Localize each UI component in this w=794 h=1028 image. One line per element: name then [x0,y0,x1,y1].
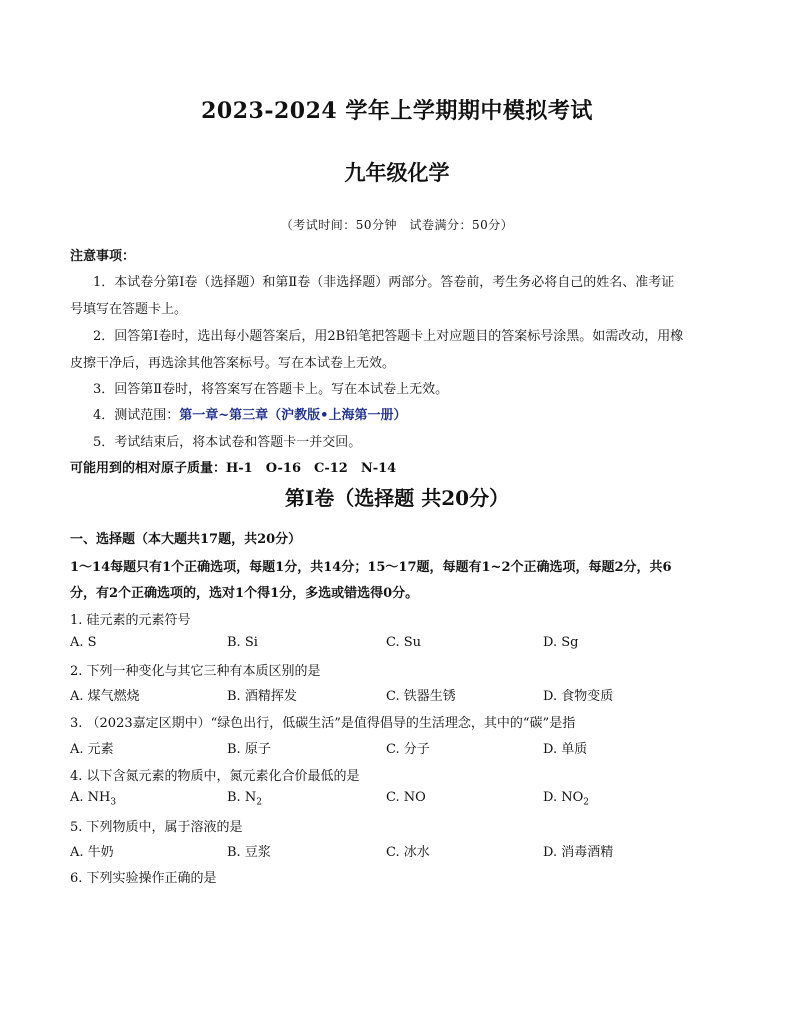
notice-item-1-line-1: 1．本试卷分第Ⅰ卷（选择题）和第Ⅱ卷（非选择题）两部分。答卷前，考生务必将自己的姓名、准考证 [93,275,675,290]
option-a-subscript: 3 [110,797,117,808]
part-heading: 一、选择题（本大题共17题，共20分） [70,532,302,547]
notice-item-3: 3．回答第Ⅱ卷时，将答案写在答题卡上。写在本试卷上无效。 [93,382,449,397]
question-3-option-c: C. 分子 [386,742,430,757]
question-1-option-b: B. Si [227,635,258,650]
question-5-option-c: C. 冰水 [386,845,430,860]
question-1-option-a: A. S [70,635,97,650]
exam-info: （考试时间：50分钟 试卷满分：50分） [280,218,514,232]
question-2-option-b: B. 酒精挥发 [227,689,297,704]
instructions-line-1: 1～14每题只有1个正确选项，每题1分，共14分；15～17题，每题有1~2个正确选项，每题2分，共6 [70,560,672,575]
notice-heading: 注意事项： [70,249,136,264]
question-1-option-c: C. Su [386,635,422,650]
instructions-line-2: 分，有2个正确选项的，选对1个得1分，多选或错选得0分。 [70,586,419,601]
option-d-formula: D. NO [543,790,584,805]
question-3-option-a: A. 元素 [70,742,114,757]
question-3-stem: 3. （2023嘉定区期中）“绿色出行，低碳生活”是值得倡导的生活理念，其中的“碳”是指 [70,716,576,731]
question-3-option-d: D. 单质 [543,742,588,757]
notice-item-2-line-1: 2．回答第Ⅰ卷时，选出每小题答案后，用2B铅笔把答题卡上对应题目的答案标号涂黑。如需改动，用橡 [93,329,684,344]
test-scope: 第一章~第三章（沪教版•上海第一册） [179,408,407,423]
notice-item-2-line-2: 皮擦干净后，再选涂其他答案标号。写在本试卷上无效。 [70,356,396,371]
exam-subject: 九年级化学 [344,160,450,185]
question-6-stem: 6. 下列实验操作正确的是 [70,871,217,886]
question-5-option-b: B. 豆浆 [227,845,271,860]
question-2-option-c: C. 铁器生锈 [386,689,456,704]
notice-item-4 [93,404,406,423]
notice-item-4-prefix: 4．测试范围： [93,408,180,423]
option-a-formula: A. NH [70,790,111,805]
question-1-stem: 1. 硅元素的元素符号 [70,613,191,628]
question-4-option-a [70,790,116,808]
question-2-option-d: D. 食物变质 [543,689,614,704]
question-2-stem: 2. 下列一种变化与其它三种有本质区别的是 [70,664,321,679]
question-2-option-a: A. 煤气燃烧 [70,689,140,704]
question-5-stem: 5. 下列物质中，属于溶液的是 [70,820,243,835]
question-4-stem: 4. 以下含氮元素的物质中，氮元素化合价最低的是 [70,769,360,784]
section-title: 第Ⅰ卷（选择题 共20分） [284,486,510,510]
option-c-formula: C. NO [386,790,426,805]
question-4-option-d [543,790,589,808]
option-b-subscript: 2 [256,797,262,808]
option-d-subscript: 2 [583,797,589,808]
question-1-option-d: D. Sg [543,635,579,650]
notice-item-1-line-2: 号填写在答题卡上。 [70,302,188,317]
question-5-option-d: D. 消毒酒精 [543,845,614,860]
question-4-option-c [386,790,426,805]
exam-title: 2023-2024 学年上学期期中模拟考试 [201,98,593,124]
option-b-formula: B. N [227,790,257,805]
question-4-option-b [227,790,262,808]
notice-item-5: 5．考试结束后，将本试卷和答题卡一并交回。 [93,435,362,450]
question-5-option-a: A. 牛奶 [70,845,114,860]
atomic-masses: 可能用到的相对原子质量：H-1 O-16 C-12 N-14 [70,461,397,476]
question-3-option-b: B. 原子 [227,742,271,757]
